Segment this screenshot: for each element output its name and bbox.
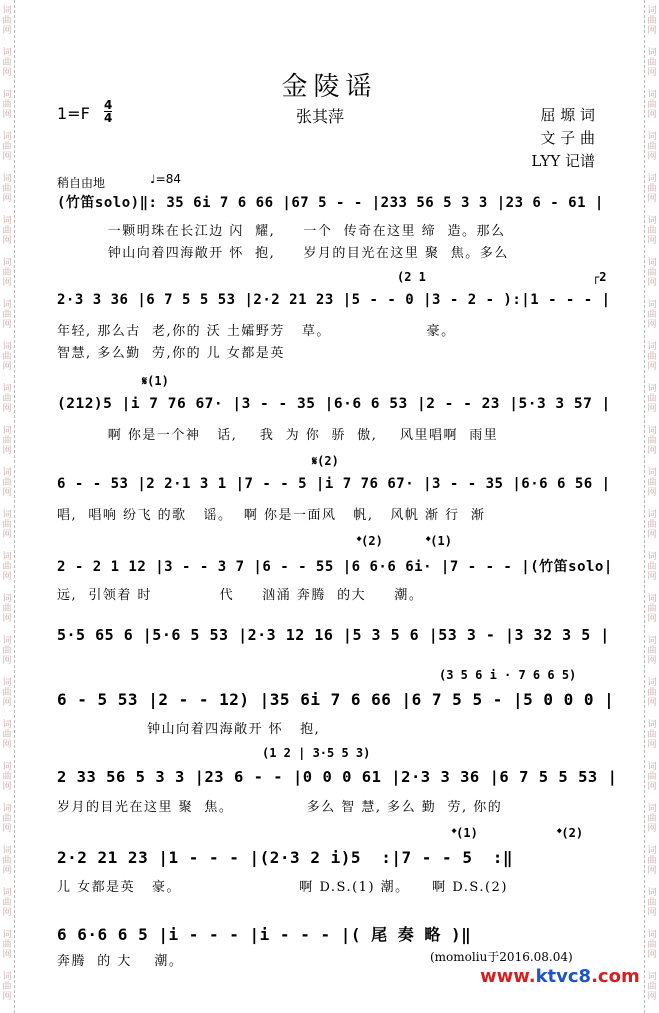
side-watermark-char: 网 (2, 740, 12, 750)
site-watermark (480, 966, 640, 987)
side-watermark-char: 曲 (2, 772, 12, 782)
time-sig-denominator: 4 (104, 111, 113, 125)
side-watermark-char: 词 (2, 90, 12, 100)
side-watermark-char: 网 (2, 656, 12, 666)
side-watermark-char: 网 (2, 194, 12, 204)
side-watermark-char: 词 (2, 972, 12, 982)
side-watermark-char: 词 (2, 6, 12, 16)
side-watermark-char: 词 (2, 258, 12, 268)
side-watermark-char: 曲 (647, 856, 657, 866)
side-watermark-char: 曲 (647, 394, 657, 404)
side-watermark-char: 词 (647, 90, 657, 100)
side-watermark-char: 词 (647, 888, 657, 898)
side-watermark-char: 网 (2, 26, 12, 36)
side-watermark-char: 词 (2, 678, 12, 688)
notation-line: 2·3 3 36 |6 7 5 5 53 |2·2 21 23 |5 - - 0 |3 - 2 - ):|1 - - - | (57, 292, 611, 308)
annotation: (2 1 ┌2 (397, 270, 607, 284)
notation-line: 6 - 5 53 |2 - - 12) |35 6i 7 6 66 |6 7 5 5 - |5 0 0 0 | (57, 690, 615, 709)
side-watermark-char: 网 (2, 824, 12, 834)
right-watermark-strip (644, 0, 659, 1013)
side-watermark-char: 曲 (647, 16, 657, 26)
site-part-1: www. (480, 966, 536, 987)
side-watermark-char: 词 (647, 552, 657, 562)
side-watermark-char: 词 (647, 720, 657, 730)
side-watermark-char: 曲 (2, 142, 12, 152)
lyrics-verse-1: 岁月的目光在这里 聚 焦。 多么 智 慧, 多么 勤 劳, 你的 (57, 800, 503, 815)
side-watermark-char: 网 (647, 488, 657, 498)
side-watermark-char: 词 (647, 216, 657, 226)
side-watermark-char: 词 (2, 384, 12, 394)
side-watermark-char: 曲 (2, 394, 12, 404)
side-watermark-char: 曲 (647, 478, 657, 488)
side-watermark-char: 词 (647, 300, 657, 310)
notation-line: 5·5 65 6 |5·6 5 53 |2·3 12 16 |5 3 5 6 |53 3 - |3 32 3 5 | (57, 626, 610, 644)
side-watermark-char: 曲 (647, 142, 657, 152)
side-watermark-char: 词 (2, 510, 12, 520)
side-watermark-char: 网 (2, 992, 12, 1002)
side-watermark-char: 网 (647, 992, 657, 1002)
side-watermark-char: 曲 (2, 898, 12, 908)
side-watermark-char: 词 (647, 930, 657, 940)
side-watermark-char: 词 (647, 804, 657, 814)
side-watermark-char: 曲 (2, 16, 12, 26)
side-watermark-char: 词 (2, 426, 12, 436)
notation-line: 6 6·6 6 5 |i - - - |i - - - |( 尾 奏 略 )‖ (57, 925, 472, 944)
side-watermark-char: 曲 (2, 940, 12, 950)
side-watermark-char: 曲 (2, 646, 12, 656)
side-watermark-char: 网 (647, 656, 657, 666)
side-watermark-char: 曲 (2, 688, 12, 698)
side-watermark-char: 网 (2, 530, 12, 540)
side-watermark-char: 曲 (647, 688, 657, 698)
side-watermark-char: 网 (647, 824, 657, 834)
side-watermark-char: 网 (2, 782, 12, 792)
key-signature: 1=F (57, 104, 90, 123)
side-watermark-char: 词 (647, 972, 657, 982)
side-watermark-char: 曲 (647, 646, 657, 656)
side-watermark-char: 曲 (647, 58, 657, 68)
side-watermark-char: 曲 (2, 436, 12, 446)
side-watermark-char: 网 (647, 530, 657, 540)
side-watermark-char: 网 (647, 152, 657, 162)
side-watermark-char: 曲 (2, 100, 12, 110)
side-watermark-char: 曲 (647, 604, 657, 614)
side-watermark-char: 曲 (2, 814, 12, 824)
side-watermark-char: 曲 (2, 58, 12, 68)
side-watermark-char: 曲 (647, 814, 657, 824)
side-watermark-char: 曲 (647, 436, 657, 446)
song-title: 金陵谣 (281, 72, 378, 102)
side-watermark-char: 词 (2, 930, 12, 940)
time-signature (104, 99, 112, 124)
lyrics-verse-1: 年轻, 那么古 老,你的 沃 土孀野芳 草。 豪。 (57, 324, 456, 339)
left-watermark-strip (0, 0, 15, 1013)
side-watermark-char: 曲 (647, 520, 657, 530)
side-watermark-char: 网 (2, 698, 12, 708)
notation-line: (212)5 |i 7 76 67· |3 - - 35 |6·6 6 53 |2 - - 23 |5·3 3 57 | (57, 396, 611, 412)
side-watermark-char: 曲 (2, 520, 12, 530)
side-watermark-char: 网 (2, 866, 12, 876)
side-watermark-char: 词 (2, 174, 12, 184)
lyrics-verse-1: 啊 你是一个神 话, 我 为 你 骄 傲, 风里唱啊 雨里 (57, 428, 499, 443)
side-watermark-char: 曲 (647, 100, 657, 110)
side-watermark-char: 词 (647, 6, 657, 16)
side-watermark-char: 曲 (647, 184, 657, 194)
side-watermark-char: 词 (647, 132, 657, 142)
annotation: (3 5 6 i · 7 6 6 5) (439, 668, 577, 682)
side-watermark-char: 曲 (2, 226, 12, 236)
side-watermark-char: 词 (647, 174, 657, 184)
lyrics-verse-1: 唱, 唱响 纷飞 的歌 谣。 啊 你是一面风 帆, 风帆 渐 行 渐 (57, 508, 486, 523)
side-watermark-char: 曲 (2, 856, 12, 866)
side-watermark-char: 曲 (2, 310, 12, 320)
notation-line: 2 33 56 5 3 3 |23 6 - - |0 0 0 61 |2·3 3 36 |6 7 5 5 53 | (57, 768, 618, 786)
notation-line: 2·2 21 23 |1 - - - |(2·3 2 i)5 :|7 - - 5 :‖ (57, 848, 513, 867)
side-watermark-char: 网 (2, 908, 12, 918)
side-watermark-char: 词 (647, 468, 657, 478)
site-part-3: .com (591, 966, 640, 987)
side-watermark-char: 曲 (647, 982, 657, 992)
side-watermark-char: 词 (2, 132, 12, 142)
annotation: 𝄋(2) (312, 454, 339, 468)
side-watermark-char: 网 (2, 110, 12, 120)
annotation: (1 2 | 3·5 5 3) (262, 746, 371, 760)
lyrics-verse-1: 远, 引领着 时 代 汹涌 奔腾 的大 潮。 (57, 588, 424, 603)
side-watermark-char: 词 (2, 804, 12, 814)
side-watermark-char: 曲 (2, 562, 12, 572)
notation-line: 2 - 2 1 12 |3 - - 3 7 |6 - - 55 |6 6·6 6i· |7 - - - |(竹笛solo| (57, 559, 613, 575)
singer: 张其萍 (296, 107, 345, 126)
side-watermark-char: 曲 (647, 352, 657, 362)
side-watermark-char: 网 (647, 68, 657, 78)
side-watermark-char: 网 (647, 866, 657, 876)
time-sig-numerator: 4 (104, 98, 113, 112)
side-watermark-char: 曲 (2, 268, 12, 278)
side-watermark-char: 词 (647, 48, 657, 58)
side-watermark-char: 曲 (647, 898, 657, 908)
side-watermark-char: 网 (647, 740, 657, 750)
lyrics-verse-1: 儿 女都是英 豪。 啊 D.S.(1) 潮。 啊 D.S.(2) (57, 880, 508, 895)
side-watermark-char: 网 (647, 782, 657, 792)
annotation: 𝄋(1) (142, 374, 169, 388)
footer-note: (momoliu于2016.08.04) (430, 950, 573, 964)
lyrics-verse-1: 钟山向着四海敞开 怀 抱, (57, 722, 321, 737)
side-watermark-char: 网 (647, 950, 657, 960)
side-watermark-char: 词 (2, 552, 12, 562)
side-watermark-char: 网 (647, 110, 657, 120)
side-watermark-char: 网 (2, 446, 12, 456)
side-watermark-char: 词 (647, 846, 657, 856)
side-watermark-char: 词 (2, 300, 12, 310)
side-watermark-char: 词 (647, 384, 657, 394)
side-watermark-char: 网 (2, 320, 12, 330)
side-watermark-char: 曲 (2, 478, 12, 488)
side-watermark-char: 词 (647, 762, 657, 772)
side-watermark-char: 词 (2, 48, 12, 58)
side-watermark-char: 网 (2, 278, 12, 288)
side-watermark-char: 曲 (2, 184, 12, 194)
side-watermark-char: 网 (2, 488, 12, 498)
side-watermark-char: 词 (2, 594, 12, 604)
side-watermark-char: 曲 (647, 268, 657, 278)
side-watermark-char: 网 (647, 194, 657, 204)
side-watermark-char: 词 (2, 342, 12, 352)
side-watermark-char: 网 (2, 362, 12, 372)
side-watermark-char: 网 (2, 572, 12, 582)
side-watermark-char: 词 (647, 342, 657, 352)
side-watermark-char: 词 (2, 762, 12, 772)
side-watermark-char: 词 (2, 468, 12, 478)
side-watermark-char: 网 (647, 26, 657, 36)
side-watermark-char: 曲 (647, 562, 657, 572)
site-part-2: ktvc8 (535, 966, 592, 987)
side-watermark-char: 网 (2, 152, 12, 162)
side-watermark-char: 网 (647, 572, 657, 582)
side-watermark-char: 曲 (2, 604, 12, 614)
notation-line: 6 - - 53 |2 2·1 3 1 |7 - - 5 |i 7 76 67· |3 - - 35 |6·6 6 56 | (57, 476, 611, 492)
side-watermark-char: 网 (647, 404, 657, 414)
lyricist: 屈 塬 词 (540, 106, 595, 124)
side-watermark-char: 词 (2, 888, 12, 898)
tempo-mark: ♩=84 (150, 172, 181, 186)
side-watermark-char: 曲 (2, 982, 12, 992)
side-watermark-char: 词 (2, 846, 12, 856)
notation-line: (竹笛solo)‖: 35 6i 7 6 66 |67 5 - - |233 56 5 3 3 |23 6 - 61 | (57, 195, 604, 211)
composer: 文 子 曲 (540, 129, 595, 147)
lyrics-verse-1: 一颗明珠在长江边 闪 耀, 一个 传奇在这里 缔 造。那么 (57, 224, 506, 239)
side-watermark-char: 词 (647, 594, 657, 604)
side-watermark-char: 网 (647, 362, 657, 372)
side-watermark-char: 词 (647, 636, 657, 646)
side-watermark-char: 网 (647, 320, 657, 330)
side-watermark-char: 网 (647, 278, 657, 288)
side-watermark-char: 网 (647, 236, 657, 246)
side-watermark-char: 曲 (2, 352, 12, 362)
side-watermark-char: 词 (647, 426, 657, 436)
side-watermark-char: 曲 (647, 730, 657, 740)
lyrics-verse-2: 钟山向着四海敞开 怀 抱, 岁月的目光在这里 聚 焦。多么 (57, 246, 509, 261)
side-watermark-char: 曲 (2, 730, 12, 740)
side-watermark-char: 网 (2, 404, 12, 414)
side-watermark-char: 词 (647, 258, 657, 268)
side-watermark-char: 曲 (647, 310, 657, 320)
side-watermark-char: 网 (647, 614, 657, 624)
lyrics-verse-1: 奔腾 的 大 潮。 (57, 954, 184, 969)
side-watermark-char: 网 (647, 698, 657, 708)
side-watermark-char: 网 (2, 236, 12, 246)
side-watermark-char: 词 (2, 720, 12, 730)
lyrics-verse-2: 智慧, 多么勤 劳,你的 儿 女都是英 (57, 346, 285, 361)
side-watermark-char: 网 (647, 908, 657, 918)
annotation: 𝄌(1) 𝄌(2) (452, 826, 584, 840)
side-watermark-char: 曲 (647, 772, 657, 782)
tempo-text: 稍自由地 (57, 176, 106, 190)
annotation: 𝄌(2) 𝄌(1) (357, 534, 452, 548)
side-watermark-char: 词 (2, 216, 12, 226)
transcriber: LYY 记谱 (531, 152, 595, 170)
side-watermark-char: 词 (647, 510, 657, 520)
side-watermark-char: 词 (2, 636, 12, 646)
side-watermark-char: 曲 (647, 226, 657, 236)
side-watermark-char: 网 (647, 446, 657, 456)
side-watermark-char: 网 (2, 950, 12, 960)
side-watermark-char: 网 (2, 614, 12, 624)
side-watermark-char: 词 (647, 678, 657, 688)
side-watermark-char: 网 (2, 68, 12, 78)
side-watermark-char: 曲 (647, 940, 657, 950)
